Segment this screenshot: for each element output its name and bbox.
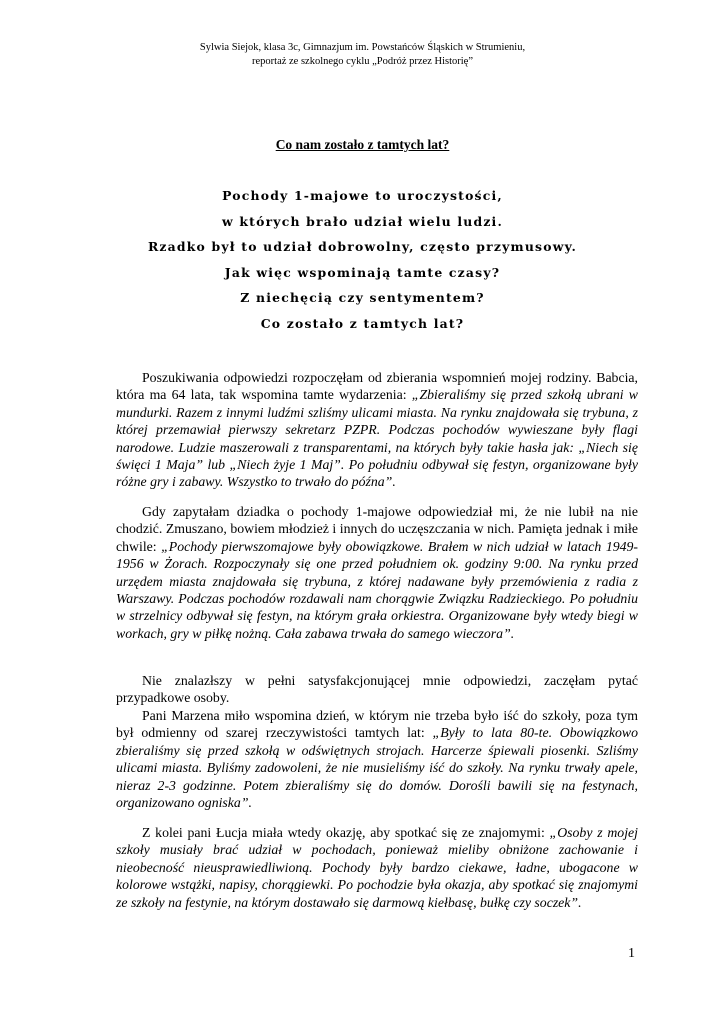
- paragraph-5-quote: „Osoby z mojej szkoły musiały brać udział w pochodach, ponieważ mieliby obniżone zachowanie i nieobecność nieusprawiedliwioną. Pochody były bardzo ciekawe, ładne, ubogacone w kolorowe wstążki, napisy, chorągiewki. Po pochodzie była okazja, aby spotkać się znajomymi ze szkoły na festynie, na którym dostawało się darmową kiełbasę, bułkę czy soczek”.: [116, 825, 638, 910]
- paragraph-2: [116, 503, 638, 642]
- header-line-1: Sylwia Siejok, klasa 3c, Gimnazjum im. Powstańców Śląskich w Strumieniu,: [199, 42, 526, 53]
- lead-line-6: Co zostało z tamtych lat?: [260, 315, 465, 331]
- lead-line-4: Jak więc wspominają tamte czasy?: [224, 264, 501, 280]
- paragraph-3-text: Nie znalazłszy w pełni satysfakcjonującej mnie odpowiedzi, zaczęłam pytać przypadkowe osoby.: [116, 673, 638, 706]
- document-title: Co nam zostało z tamtych lat?: [275, 137, 450, 152]
- lead-line-3: Rzadko był to udział dobrowolny, często przymusowy.: [147, 239, 578, 255]
- page-header: [0, 41, 725, 69]
- paragraph-2-text: Gdy zapytałam dziadka o pochody 1-majowe odpowiedział mi, że nie lubił na nie chodzić. Zmuszano, bowiem młodzież i innych do uczęszczania w nich. Pamięta jednak i miłe chwile:: [116, 504, 638, 554]
- page-number: 1: [628, 946, 635, 961]
- paragraph-5: [116, 824, 638, 911]
- header-line-2: reportaż ze szkolnego cyklu „Podróż przez Historię”: [252, 56, 473, 67]
- paragraph-3: [116, 672, 638, 707]
- paragraph-1-quote: „Zbieraliśmy się przed szkołą ubrani w mundurki. Razem z innymi ludźmi szliśmy ulicami miasta. Na rynku znajdowała się trybuna, z której przemawiał pierwszy sekretarz PZPR. Podczas pochodów wywieszane były flagi narodowe. Ludzie maszerowali z transparentami, na których były takie hasła jak: „Niech się święci 1 Maja” lub „Niech żyje 1 Maj”. Po południu odbywał się festyn, organizowane były różne gry i zabawy. Wszystko to trwało do późna”.: [116, 387, 638, 490]
- paragraph-2-quote: „Pochody pierwszomajowe były obowiązkowe. Brałem w nich udział w latach 1949-1956 w Żorach. Rozpoczynały się one przed południem ok. godziny 9:00. Na rynku przed urzędem miasta znajdowała się trybuna, z której nadawane były przemówienia z radia z Warszawy. Podczas pochodów rozdawali nam chorągwie Związku Radzieckiego. Po południu w strzelnicy odbywał się festyn, na którym grała orkiestra. Organizowane były wtedy biegi w workach, gry w piłkę nożną. Cała zabawa trwała do samego wieczora”.: [116, 538, 639, 641]
- lead-line-1: Pochody 1-majowe to uroczystości,: [222, 188, 503, 203]
- paragraph-5-text: Z kolei pani Łucja miała wtedy okazję, aby spotkać się ze znajomymi:: [142, 825, 550, 840]
- lead-line-5: Z niechęcią czy sentymentem?: [240, 290, 485, 306]
- paragraph-4-quote: „Były to lata 80-te. Obowiązkowo zbieraliśmy się przed szkołą w odświętnych strojach. Harcerze śpiewali piosenki. Szliśmy ulicami miasta. Byliśmy zadowoleni, że nie musieliśmy iść do szkoły. Na rynku trwały apele, nieraz 2-3 godzinne. Potem zbieraliśmy się do domów. Dorośli bawili się na festynach, organizowano ogniska”.: [116, 725, 638, 811]
- paragraph-4: [116, 707, 638, 811]
- lead-line-2: w których brało udział wielu ludzi.: [222, 213, 503, 229]
- paragraph-1: [116, 369, 638, 491]
- lead-block: [0, 183, 725, 337]
- paragraph-4-text: Pani Marzena miło wspomina dzień, w którym nie trzeba było iść do szkoły, poza tym był odmienny od szarej rzeczywistości tamtych lat:: [116, 708, 638, 741]
- paragraph-1-text: Poszukiwania odpowiedzi rozpoczęłam od zbierania wspomnień mojej rodziny. Babcia, która ma 64 lata, tak wspomina tamte wydarzenia:: [116, 370, 638, 403]
